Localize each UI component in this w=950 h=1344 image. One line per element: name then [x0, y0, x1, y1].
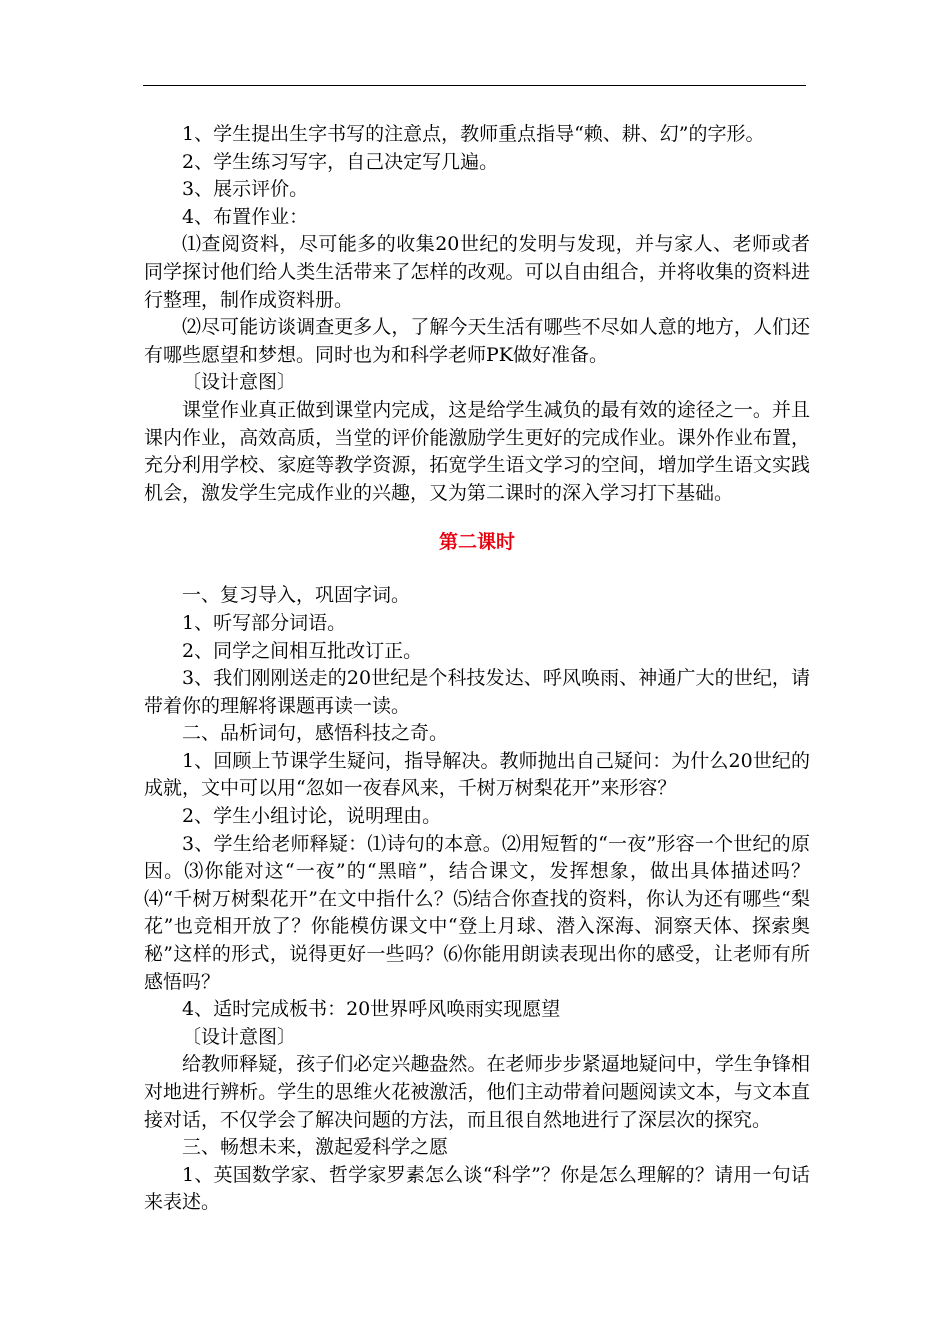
paragraph: 2、学生练习写字，自己决定写几遍。 — [182, 150, 499, 173]
paragraph: 1、听写部分词语。 — [182, 611, 347, 634]
header-rule — [143, 85, 806, 86]
paragraph: 〔设计意图〕 — [182, 1025, 297, 1048]
paragraph: 一、复习导入，巩固字词。 — [182, 584, 411, 607]
paragraph: 课堂作业真正做到课堂内完成，这是给学生减负的最有效的途径之一。并且课内作业，高效高质，当堂的评价能激励学生更好的完成作业。课外作业布置，充分利用学校、家庭等教学资源，拓宽学生语文学习的空间，增加学生语文实践机会，激发学生完成作业的兴趣，又为第二课时的深入学习打下基础。 — [144, 398, 810, 504]
paragraph: 给教师释疑，孩子们必定兴趣盎然。在老师步步紧逼地疑问中，学生争锋相对地进行辨析。学生的思维火花被激活，他们主动带着问题阅读文本，与文本直接对话，不仅学会了解决问题的方法，而且很自然地进行了深层次的探究。 — [144, 1053, 810, 1131]
section-heading: 第二课时 — [438, 531, 515, 554]
paragraph: 2、学生小组讨论，说明理由。 — [182, 805, 442, 828]
paragraph: 1、学生提出生字书写的注意点，教师重点指导“赖、耕、幻”的字形。 — [182, 123, 765, 145]
paragraph: 1、回顾上节课学生疑问，指导解决。教师抛出自己疑问：为什么20世纪的成就，文中可以用“忽如一夜春风来，千树万树梨花开”来形容？ — [144, 749, 810, 800]
paragraph: ⑴查阅资料，尽可能多的收集20世纪的发明与发现，并与家人、老师或者同学探讨他们给人类生活带来了怎样的改观。可以自由组合，并将收集的资料进行整理，制作成资料册。 — [144, 233, 810, 311]
paragraph: 三、畅想未来，激起爱科学之愿 — [182, 1136, 449, 1159]
paragraph: ⑵尽可能访谈调查更多人，了解今天生活有哪些不尽如人意的地方，人们还有哪些愿望和梦想。同时也为和科学老师PK做好准备。 — [144, 316, 810, 366]
document-body — [144, 121, 810, 1217]
paragraph: 3、展示评价。 — [182, 178, 309, 201]
paragraph: 二、品析词句，感悟科技之奇。 — [182, 722, 449, 745]
paragraph: 2、同学之间相互批改订正。 — [182, 639, 423, 662]
paragraph: 〔设计意图〕 — [182, 371, 297, 394]
paragraph: 3、学生给老师释疑：⑴诗句的本意。⑵用短暂的“一夜”形容一个世纪的原因。⑶你能对这“一夜”的“黑暗”，结合课文，发挥想象，做出具体描述吗？⑷“千树万树梨花开”在文中指什么？⑸结合你查找的资料，你认为还有哪些“梨花”也竞相开放了？你能模仿课文中“登上月球、潜入深海、洞察天体、探索奥秘”这样的形式，说得更好一些吗？⑹你能用朗读表现出你的感受，让老师有所感悟吗？ — [144, 832, 810, 993]
paragraph: 3、我们刚刚送走的20世纪是个科技发达、呼风唤雨、神通广大的世纪，请带着你的理解将课题再读一读。 — [144, 667, 810, 717]
paragraph: 4、适时完成板书：20世界呼风唤雨实现愿望 — [182, 998, 561, 1021]
paragraph: 4、布置作业： — [182, 205, 309, 228]
paragraph: 1、英国数学家、哲学家罗素怎么谈“科学”？你是怎么理解的？请用一句话来表述。 — [144, 1163, 810, 1214]
